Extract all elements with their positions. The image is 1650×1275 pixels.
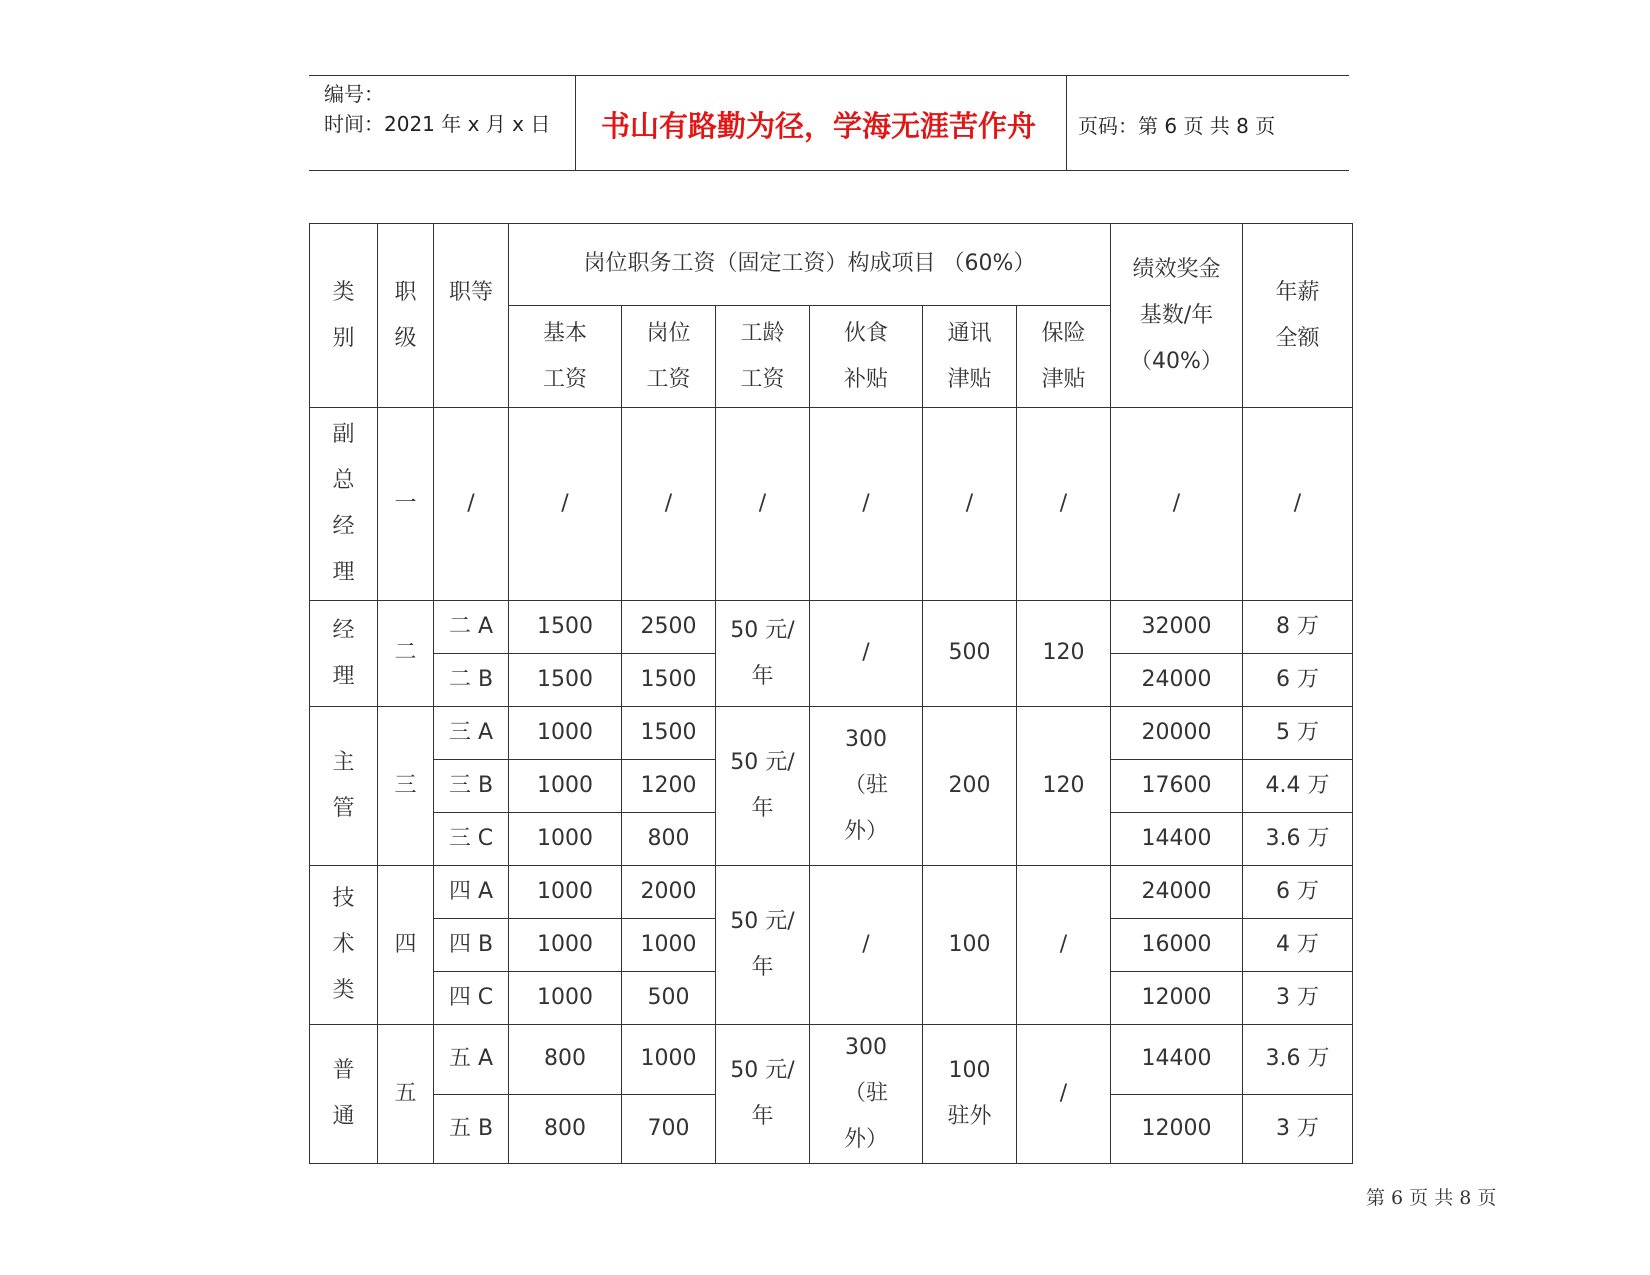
g2-seniority: 50 元/年	[716, 601, 810, 707]
g2-comm: 500	[923, 601, 1017, 707]
head-category: 类别	[310, 224, 378, 408]
head-annual: 年薪全额	[1243, 224, 1353, 408]
g5-rank: 五 B	[434, 1094, 509, 1164]
g3-category: 主管	[310, 707, 378, 866]
g2-basic: 1500	[509, 601, 622, 654]
g3-comm: 200	[923, 707, 1017, 866]
page-info: 页码：第 6 页 共 8 页	[1078, 114, 1276, 138]
head-insurance: 保险津贴	[1017, 306, 1111, 408]
g4-insurance: /	[1017, 866, 1111, 1025]
head-grade: 职级	[378, 224, 434, 408]
salary-table	[309, 223, 1353, 1164]
header-page-cell	[1066, 76, 1349, 170]
date-line: 时间：2021 年 x 月 x 日	[324, 112, 551, 136]
head-bonus: 绩效奖金 基数/年 （40%）	[1111, 224, 1243, 408]
g2-category: 经理	[310, 601, 378, 707]
g3-post: 800	[622, 813, 716, 866]
g3-post: 1500	[622, 707, 716, 760]
g4-post: 1000	[622, 919, 716, 972]
number-label: 编号：	[324, 82, 384, 106]
g3-rank: 三 A	[434, 707, 509, 760]
g2-meal: /	[810, 601, 923, 707]
g4-seniority: 50 元/年	[716, 866, 810, 1025]
g2-bonus: 24000	[1111, 654, 1243, 707]
head-seniority: 工龄工资	[716, 306, 810, 408]
g3-annual: 5 万	[1243, 707, 1353, 760]
g2-annual: 6 万	[1243, 654, 1353, 707]
g3-basic: 1000	[509, 707, 622, 760]
g5-category: 普通	[310, 1025, 378, 1164]
g4-basic: 1000	[509, 866, 622, 919]
g2-post: 2500	[622, 601, 716, 654]
g4-annual: 4 万	[1243, 919, 1353, 972]
g5-annual: 3 万	[1243, 1094, 1353, 1164]
header-motto-cell	[575, 76, 1067, 170]
g3-insurance: 120	[1017, 707, 1111, 866]
g2-rank: 二 B	[434, 654, 509, 707]
g4-rank: 四 B	[434, 919, 509, 972]
g4-rank: 四 C	[434, 972, 509, 1025]
g4-bonus: 24000	[1111, 866, 1243, 919]
g3-rank: 三 B	[434, 760, 509, 813]
g4-post: 500	[622, 972, 716, 1025]
g4-annual: 3 万	[1243, 972, 1353, 1025]
g3-grade: 三	[378, 707, 434, 866]
head-comm: 通讯津贴	[923, 306, 1017, 408]
table-row	[310, 408, 1353, 601]
g5-insurance: /	[1017, 1025, 1111, 1164]
g2-post: 1500	[622, 654, 716, 707]
g1-meal: /	[810, 408, 923, 601]
g3-basic: 1000	[509, 760, 622, 813]
table-row	[310, 707, 1353, 760]
g4-meal: /	[810, 866, 923, 1025]
g2-basic: 1500	[509, 654, 622, 707]
g5-annual: 3.6 万	[1243, 1025, 1353, 1095]
g4-post: 2000	[622, 866, 716, 919]
g1-post: /	[622, 408, 716, 601]
table-row	[310, 1025, 1353, 1095]
head-basic: 基本工资	[509, 306, 622, 408]
g1-grade: 一	[378, 408, 434, 601]
g4-basic: 1000	[509, 972, 622, 1025]
table-header-row	[310, 224, 1353, 306]
g3-rank: 三 C	[434, 813, 509, 866]
g4-bonus: 16000	[1111, 919, 1243, 972]
g1-rank: /	[434, 408, 509, 601]
g4-grade: 四	[378, 866, 434, 1025]
table-row	[310, 601, 1353, 654]
g2-insurance: 120	[1017, 601, 1111, 707]
g3-annual: 4.4 万	[1243, 760, 1353, 813]
g5-rank: 五 A	[434, 1025, 509, 1095]
head-rank: 职等	[434, 224, 509, 408]
g5-meal: 300 （驻外）	[810, 1025, 923, 1164]
g1-bonus: /	[1111, 408, 1243, 601]
g3-bonus: 17600	[1111, 760, 1243, 813]
g4-comm: 100	[923, 866, 1017, 1025]
g4-category: 技术类	[310, 866, 378, 1025]
g5-post: 700	[622, 1094, 716, 1164]
motto-text: 书山有路勤为径，学海无涯苦作舟	[601, 109, 1037, 143]
g3-annual: 3.6 万	[1243, 813, 1353, 866]
g3-post: 1200	[622, 760, 716, 813]
g4-basic: 1000	[509, 919, 622, 972]
g3-basic: 1000	[509, 813, 622, 866]
header-info-cell	[309, 76, 576, 170]
head-meal: 伙食补贴	[810, 306, 923, 408]
g5-seniority: 50 元/年	[716, 1025, 810, 1164]
document-header	[309, 75, 1349, 171]
page-footer: 第 6 页 共 8 页	[1366, 1187, 1497, 1209]
table-row	[310, 866, 1353, 919]
g3-seniority: 50 元/年	[716, 707, 810, 866]
g5-basic: 800	[509, 1025, 622, 1095]
g4-bonus: 12000	[1111, 972, 1243, 1025]
g1-seniority: /	[716, 408, 810, 601]
g5-basic: 800	[509, 1094, 622, 1164]
g3-bonus: 14400	[1111, 813, 1243, 866]
g5-post: 1000	[622, 1025, 716, 1095]
g5-grade: 五	[378, 1025, 434, 1164]
g1-basic: /	[509, 408, 622, 601]
g2-grade: 二	[378, 601, 434, 707]
g4-rank: 四 A	[434, 866, 509, 919]
g1-category: 副总经理	[310, 408, 378, 601]
g2-rank: 二 A	[434, 601, 509, 654]
g4-annual: 6 万	[1243, 866, 1353, 919]
head-fixed-group: 岗位职务工资（固定工资）构成项目 （60%）	[509, 224, 1111, 306]
g3-meal: 300 （驻外）	[810, 707, 923, 866]
g1-insurance: /	[1017, 408, 1111, 601]
g2-annual: 8 万	[1243, 601, 1353, 654]
g5-bonus: 14400	[1111, 1025, 1243, 1095]
g2-bonus: 32000	[1111, 601, 1243, 654]
g3-bonus: 20000	[1111, 707, 1243, 760]
g1-annual: /	[1243, 408, 1353, 601]
head-post: 岗位工资	[622, 306, 716, 408]
g5-bonus: 12000	[1111, 1094, 1243, 1164]
g5-comm: 100 驻外	[923, 1025, 1017, 1164]
g1-comm: /	[923, 408, 1017, 601]
